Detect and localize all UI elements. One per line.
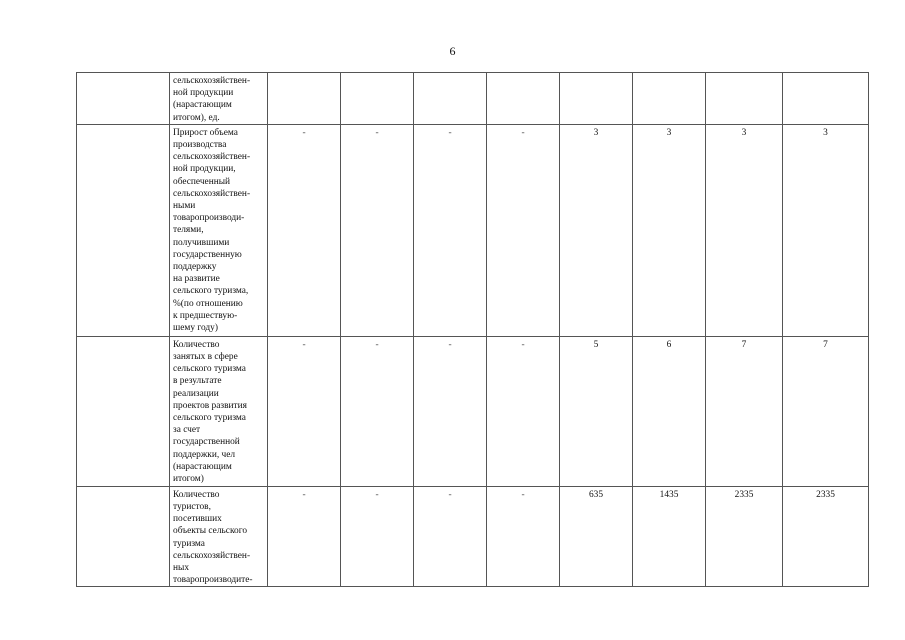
- value-cell: 1435: [633, 486, 706, 587]
- value-cell: -: [487, 486, 560, 587]
- indicator-name-cell: Прирост объема производства сельскохозяйствен- ной продукции, обеспеченный сельскохозяйствен- ными товаропроизводи- телями, получившими государственную поддержку на развитие сельского туризма, %(по отношению к предшествую- шему году): [170, 124, 268, 336]
- value-cell: 6: [633, 336, 706, 486]
- indicator-name-cell: сельскохозяйствен- ной продукции (нарастающим итогом), ед.: [170, 73, 268, 125]
- indicator-name-cell: Количество занятых в сфере сельского туризма в результате реализации проектов развития сельского туризма за счет государственной поддержки, чел (нарастающим итогом): [170, 336, 268, 486]
- row-number-cell: [77, 124, 170, 336]
- row-number-cell: [77, 336, 170, 486]
- value-cell: [783, 73, 869, 125]
- page-number: 6: [449, 44, 456, 58]
- value-cell: -: [341, 486, 414, 587]
- value-cell: -: [268, 486, 341, 587]
- value-cell: [633, 73, 706, 125]
- row-number-cell: [77, 486, 170, 587]
- value-cell: [268, 73, 341, 125]
- value-cell: -: [414, 124, 487, 336]
- value-cell: -: [414, 486, 487, 587]
- value-cell: -: [341, 336, 414, 486]
- value-cell: 7: [783, 336, 869, 486]
- value-cell: -: [414, 336, 487, 486]
- table-row: [77, 124, 869, 336]
- value-cell: 3: [783, 124, 869, 336]
- value-cell: 5: [560, 336, 633, 486]
- indicators-table: [76, 72, 869, 587]
- value-cell: 3: [706, 124, 783, 336]
- value-cell: [487, 73, 560, 125]
- table-row: [77, 73, 869, 125]
- value-cell: -: [341, 124, 414, 336]
- value-cell: -: [268, 124, 341, 336]
- value-cell: -: [268, 336, 341, 486]
- row-number-cell: [77, 73, 170, 125]
- value-cell: [560, 73, 633, 125]
- value-cell: 7: [706, 336, 783, 486]
- indicator-name-cell: Количество туристов, посетивших объекты сельского туризма сельскохозяйствен- ных товаропроизводите-: [170, 486, 268, 587]
- value-cell: 635: [560, 486, 633, 587]
- value-cell: -: [487, 336, 560, 486]
- table-row: [77, 486, 869, 587]
- table-row: [77, 336, 869, 486]
- value-cell: [341, 73, 414, 125]
- value-cell: 3: [633, 124, 706, 336]
- value-cell: 3: [560, 124, 633, 336]
- value-cell: 2335: [783, 486, 869, 587]
- value-cell: [414, 73, 487, 125]
- value-cell: [706, 73, 783, 125]
- value-cell: -: [487, 124, 560, 336]
- value-cell: 2335: [706, 486, 783, 587]
